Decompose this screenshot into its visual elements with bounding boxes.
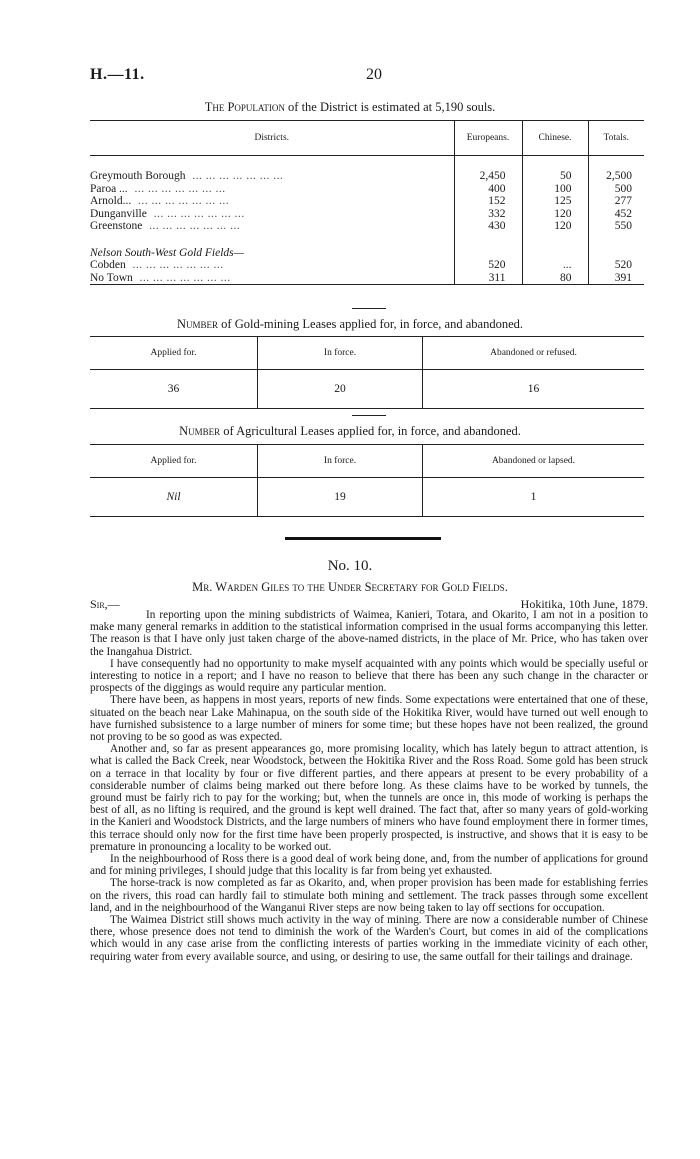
col-in-force: In force. bbox=[258, 445, 423, 478]
district-name: Paroa ... bbox=[90, 182, 128, 195]
paragraph: I have consequently had no opportunity to make myself acquainted with any points which would be specially useful or interesting to notice in a report; and I have no reason to believe that there has been any such change in the character or prospects of the diggings as would require any particular mention. bbox=[90, 657, 648, 695]
population-header-row bbox=[90, 121, 644, 156]
table-row bbox=[90, 259, 644, 272]
district-name: Dunganville bbox=[90, 207, 147, 220]
district-name: Greymouth Borough bbox=[90, 170, 186, 182]
population-caption bbox=[0, 100, 700, 115]
totals-value: 391 bbox=[588, 272, 644, 285]
chinese-value: 100 bbox=[522, 183, 588, 196]
totals-value: 500 bbox=[588, 183, 644, 196]
population-caption-prefix: The Population bbox=[204, 100, 285, 114]
col-abandoned: Abandoned or lapsed. bbox=[423, 445, 645, 478]
gold-leases-header-row bbox=[90, 337, 644, 370]
dot-leader: ... ... ... ... ... ... ... bbox=[125, 259, 224, 271]
population-table bbox=[90, 120, 644, 285]
table-row bbox=[90, 183, 644, 196]
dot-leader: ... ... ... ... ... ... ... bbox=[142, 220, 241, 232]
divider bbox=[352, 308, 386, 309]
divider bbox=[352, 415, 386, 416]
europeans-value: 152 bbox=[454, 195, 522, 208]
dot-leader: ... ... ... ... ... ... ... bbox=[146, 207, 245, 220]
group-heading: Nelson South-West Gold Fields— bbox=[90, 246, 244, 259]
europeans-value: 400 bbox=[454, 183, 522, 196]
totals-value: 550 bbox=[588, 220, 644, 233]
agri-leases-caption-rest: of Agricultural Leases applied for, in force, and abandoned. bbox=[223, 424, 521, 438]
letter-heading: Mr. Warden Giles to the Under Secretary for Gold Fields. bbox=[192, 580, 508, 594]
abandoned-value: 1 bbox=[423, 478, 645, 517]
dot-leader: ... ... ... ... ... ... ... bbox=[127, 182, 226, 195]
paragraph: Another and, so far as present appearances go, more promising locality, which has lately begun to attract attention, is what is called the Back Creek, near Woodstock, between the Hokitika River and the Ross Road. Some gold has been struck on a terrace in that locality by four or five different parties, and there appears at present to be every probability of a considerable number of claims being marked out there before long. As these claims have to be worked by tunnels, the ground must be fairly rich to pay for the working; but, when the tunnels are once in, this mode of working is perhaps the best of all, as no lifting is required, and the ground is kept well drained. The fact that, after so many years of gold-working in the Kanieri and Woodstock Districts, and the large numbers of miners who have found employment there in former times, this terrace should only now for the first time have been properly prospected, is instructive, and shows that it is easy to be premature in pronouncing a locality to be worked out. bbox=[90, 743, 648, 853]
dot-leader: ... ... ... ... ... ... ... bbox=[185, 170, 284, 182]
totals-value: 2,500 bbox=[588, 170, 644, 183]
district-name: Greenstone bbox=[90, 220, 143, 232]
district-name: Arnold... bbox=[90, 195, 132, 207]
section-divider bbox=[285, 537, 441, 540]
chinese-value: 120 bbox=[522, 208, 588, 221]
report-id: H.—11. bbox=[90, 66, 145, 83]
col-applied-for: Applied for. bbox=[90, 445, 258, 478]
in-force-value: 20 bbox=[258, 370, 423, 409]
gold-leases-caption bbox=[0, 317, 700, 332]
paragraph: In the neighbourhood of Ross there is a good deal of work being done, and, from the number of applications for ground and for mining privileges, I should judge that this locality is far from being yet exhausted. bbox=[90, 853, 648, 878]
totals-value: 277 bbox=[588, 195, 644, 208]
table-row bbox=[90, 195, 644, 208]
page-number: 20 bbox=[366, 66, 382, 83]
table-row bbox=[90, 220, 644, 233]
dot-leader: ... ... ... ... ... ... ... bbox=[132, 271, 231, 284]
salutation: Sir,— bbox=[90, 597, 120, 611]
abandoned-value: 16 bbox=[423, 370, 645, 409]
totals-value: 452 bbox=[588, 208, 644, 221]
district-name: No Town bbox=[90, 271, 133, 284]
europeans-value: 311 bbox=[454, 272, 522, 285]
agri-leases-caption-prefix: Number bbox=[179, 424, 221, 438]
paragraph: The horse-track is now completed as far as Okarito, and, when proper provision has been made for establishing ferries on the rivers, this road can hardly fail to stimulate both mining and settlement. The track passes through some excellent land, and in the neighbourhood of the Wanganui River steps are now being taken to lay off sections for occupation. bbox=[90, 877, 648, 914]
chinese-value: 120 bbox=[522, 220, 588, 233]
agri-leases-header-row bbox=[90, 445, 644, 478]
applied-for-value: Nil bbox=[90, 478, 258, 517]
col-abandoned: Abandoned or refused. bbox=[423, 337, 645, 370]
chinese-value: 50 bbox=[522, 170, 588, 183]
gold-leases-caption-rest: of Gold-mining Leases applied for, in force, and abandoned. bbox=[221, 317, 523, 331]
paragraph: The Waimea District still shows much activity in the way of mining. There are now a considerable number of Chinese there, whose presence does not tend to diminish the work of the Warden's Court, but comes in aid of the complications which would in any case arise from the conflicting interests of parties working in the immediate vicinity of each other, requiring water from every available source, and using, or desiring to use, the same outfall for their tailings and drainage. bbox=[90, 914, 648, 963]
europeans-value: 520 bbox=[454, 259, 522, 272]
table-row bbox=[90, 370, 644, 409]
chinese-value: 80 bbox=[522, 272, 588, 285]
in-force-value: 19 bbox=[258, 478, 423, 517]
gold-leases-caption-prefix: Number bbox=[176, 317, 219, 331]
gold-leases-table bbox=[90, 336, 644, 409]
europeans-value: 2,450 bbox=[454, 170, 522, 183]
agri-leases-caption bbox=[0, 424, 700, 439]
col-in-force: In force. bbox=[258, 337, 423, 370]
europeans-value: 332 bbox=[454, 208, 522, 221]
col-chinese: Chinese. bbox=[522, 121, 588, 156]
letter-number: No. 10. bbox=[327, 558, 373, 574]
chinese-value: ... bbox=[522, 259, 588, 272]
totals-value: 520 bbox=[588, 259, 644, 272]
table-row bbox=[90, 208, 644, 221]
paragraph: There have been, as happens in most years, reports of new finds. Some expectations were entertained that one of these, situated on the beach near Lake Mahinapua, on the south side of the Hokitika River, would have turned out well enough to have furnished subsistence to a large number of miners for some time; but these hopes have not been realized, the ground not proving to be so good as was expected. bbox=[90, 694, 648, 744]
dot-leader: ... ... ... ... ... ... ... bbox=[131, 195, 230, 207]
agri-leases-table bbox=[90, 444, 644, 517]
applied-for-value: 36 bbox=[90, 370, 258, 409]
table-row bbox=[90, 478, 644, 517]
europeans-value: 430 bbox=[454, 220, 522, 233]
population-caption-rest: of the District is estimated at 5,190 souls. bbox=[288, 100, 496, 114]
district-name: Cobden bbox=[90, 259, 126, 271]
chinese-value: 125 bbox=[522, 195, 588, 208]
table-row bbox=[90, 247, 644, 260]
letter-body bbox=[90, 609, 648, 963]
dateline: Hokitika, 10th June, 1879. bbox=[520, 597, 648, 611]
col-totals: Totals. bbox=[588, 121, 644, 156]
table-row bbox=[90, 272, 644, 285]
col-districts: Districts. bbox=[90, 121, 454, 156]
col-applied-for: Applied for. bbox=[90, 337, 258, 370]
table-row bbox=[90, 170, 644, 183]
col-europeans: Europeans. bbox=[454, 121, 522, 156]
paragraph: In reporting upon the mining subdistricts of Waimea, Kanieri, Totara, and Okarito, I am not in a position to make many general remarks in addition to the statistical information comprised in the usual forms accompanying this letter. The reason is that I have only just taken charge of the above-named districts, in the place of Mr. Price, who has taken over the Inangahua District. bbox=[90, 609, 648, 658]
